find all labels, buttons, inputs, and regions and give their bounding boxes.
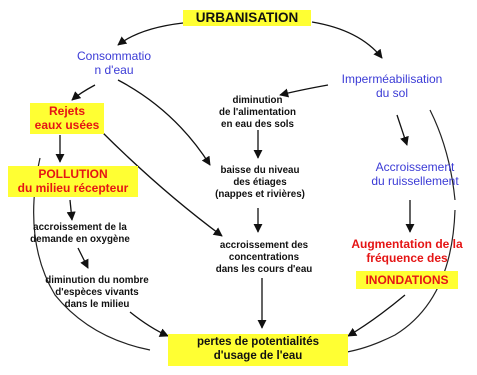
- pollution-line-2: du milieu récepteur: [17, 181, 129, 196]
- arrow-especes-to-pertes: [130, 312, 168, 336]
- node-accroissement-demande: [20, 222, 140, 246]
- node-urbanisation-text: URBANISATION: [195, 10, 299, 25]
- node-urbanisation: [183, 10, 311, 26]
- baisse-niveau-line-1: baisse du niveau: [220, 165, 300, 176]
- especes-line-3: dans le milieu: [64, 298, 130, 310]
- pertes-line-1: pertes de potentialités: [196, 336, 320, 348]
- concentrations-line-2: concentrations: [228, 251, 300, 263]
- augmentation-line-1: Augmentation de la: [351, 237, 463, 251]
- arrow-urbanisation-to-impermeabilisation: [312, 22, 382, 58]
- node-diminution-alimentation: [200, 95, 315, 130]
- concentrations-line-3: dans les cours d'eau: [215, 263, 313, 275]
- ruissellement-line-2: du ruissellement: [371, 174, 459, 189]
- arrow-urbanisation-to-consommation: [118, 23, 183, 45]
- especes-line-2: d'espèces vivants: [55, 286, 139, 298]
- baisse-niveau-line-2: des étiages: [233, 176, 287, 188]
- node-diminution-especes: [36, 275, 158, 310]
- demande-line-2: demande en oxygène: [30, 233, 130, 245]
- pollution-line-1: POLLUTION: [38, 167, 108, 181]
- baisse-niveau-line-3: (nappes et rivières): [215, 188, 305, 200]
- arrow-pollution-to-demande: [70, 200, 72, 220]
- ruissellement-line-1: Accroissement: [375, 160, 455, 174]
- rejets-line-2: eaux usées: [34, 118, 100, 133]
- node-consommation: [68, 49, 160, 78]
- node-accroissement-ruissellement: [360, 160, 470, 189]
- diminution-alimentation-line-1: diminution: [232, 95, 283, 106]
- diminution-alimentation-line-2: de l'alimentation: [219, 106, 296, 118]
- node-accroissement-concentrations: [205, 240, 323, 275]
- rejets-line-1: Rejets: [48, 104, 86, 118]
- node-impermeabilisation: [330, 72, 454, 101]
- concentrations-line-1: accroissement des: [219, 240, 309, 251]
- node-rejets: [30, 103, 104, 134]
- arrow-consommation-to-baisse: [118, 80, 210, 165]
- diminution-alimentation-line-3: en eau des sols: [221, 118, 294, 130]
- arrow-impermeabilisation-to-ruissellement: [397, 115, 407, 145]
- inondations-text: INONDATIONS: [365, 273, 449, 287]
- node-inondations: [356, 271, 458, 289]
- augmentation-line-2: fréquence des: [366, 251, 448, 266]
- especes-line-1: diminution du nombre: [45, 275, 149, 286]
- arrow-consommation-to-rejets: [72, 85, 95, 100]
- impermeabilisation-line-1: Imperméabilisation: [341, 72, 443, 86]
- demande-line-1: accroissement de la: [33, 222, 127, 233]
- arrow-demande-to-especes: [78, 248, 88, 268]
- node-pertes: [168, 334, 348, 366]
- pertes-line-2: d'usage de l'eau: [213, 349, 303, 362]
- node-pollution: [8, 166, 138, 197]
- consommation-line-1: Consommatio: [76, 49, 152, 63]
- arrow-inondations-to-pertes: [348, 295, 405, 336]
- node-augmentation-frequence: [345, 237, 469, 266]
- arrow-impermeabilisation-to-diminution: [280, 85, 328, 95]
- impermeabilisation-line-2: du sol: [375, 86, 409, 101]
- consommation-line-2: n d'eau: [94, 63, 134, 78]
- node-baisse-niveau: [200, 165, 320, 200]
